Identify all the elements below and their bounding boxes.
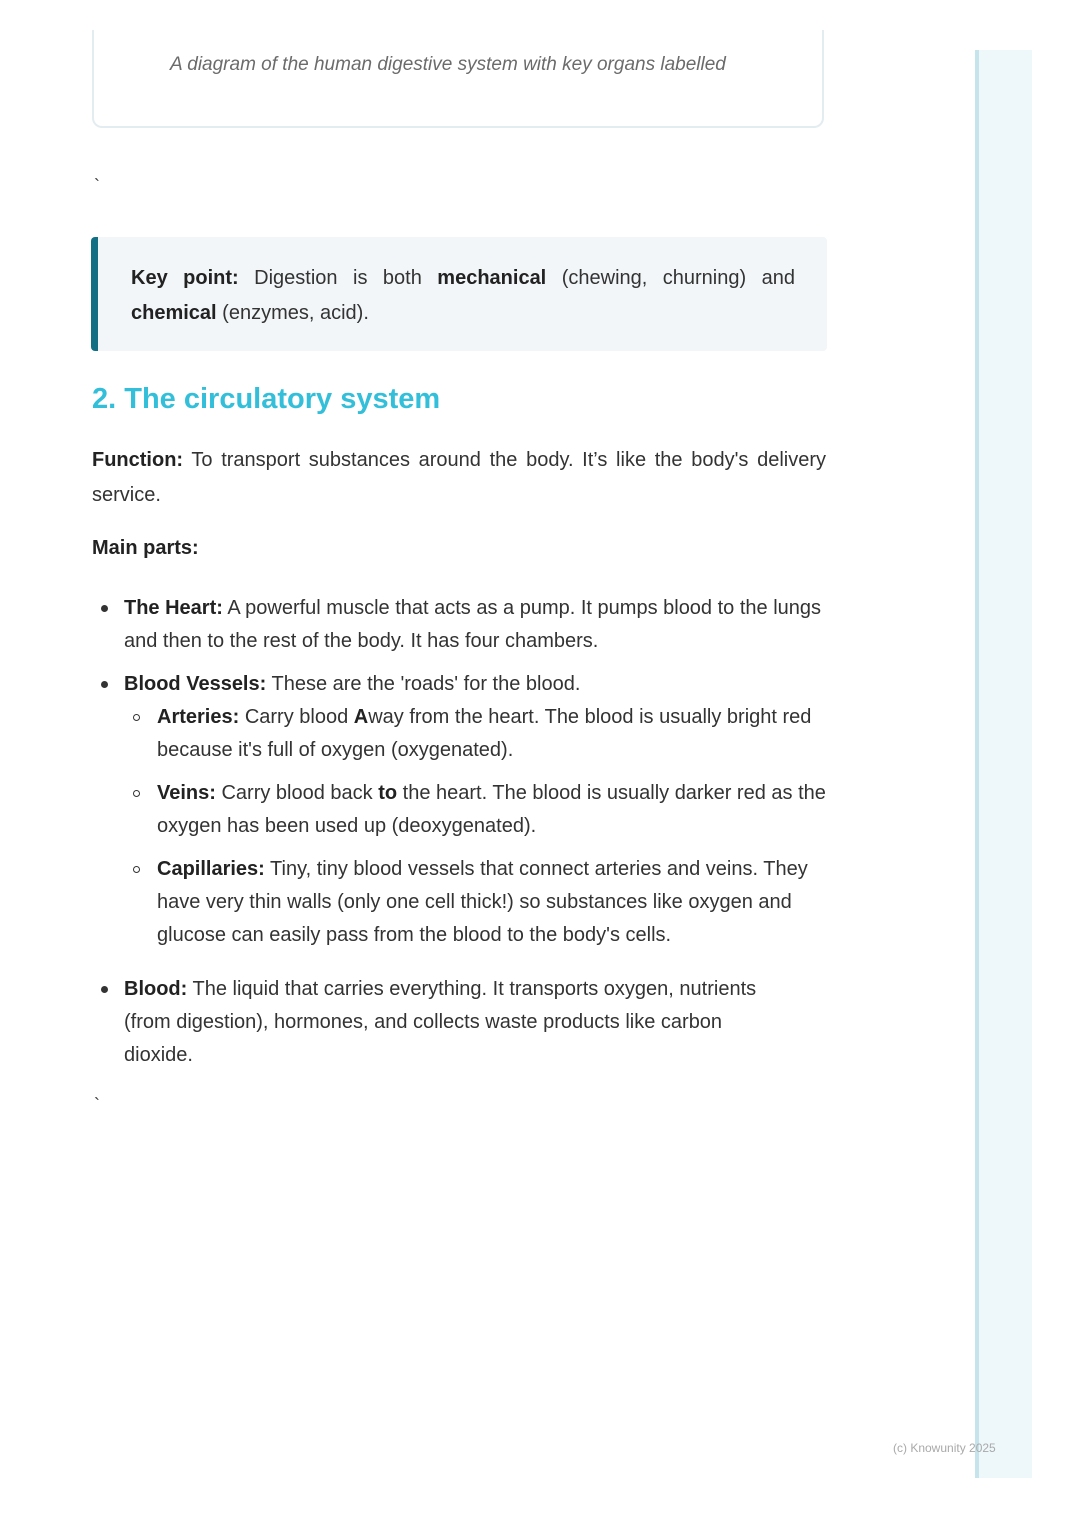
blood-text: The liquid that carries everything. It transports oxygen, nutrients (from digestion), hormones, and collects waste products like carbon dioxide. <box>124 978 757 1066</box>
veins-text-2: the heart. The blood is usually darker red as the oxygen has been used up (deoxygenated). <box>157 782 826 837</box>
bullet-dot-icon <box>101 681 108 688</box>
vessels-label: Blood Vessels: <box>124 673 267 695</box>
key-point-mechanical: mechanical <box>437 267 547 289</box>
key-point-text-1: Digestion is both <box>238 267 438 289</box>
section-title: 2. The circulatory system <box>92 383 441 415</box>
heart-label: The Heart: <box>124 597 223 619</box>
list-item-blood <box>124 973 796 1072</box>
figure-caption: A diagram of the human digestive system with key organs labelled <box>170 54 726 75</box>
blood-label: Blood: <box>124 978 188 1000</box>
list-item-heart <box>124 592 824 658</box>
stray-backtick-top: ` <box>94 176 100 196</box>
side-panel-decoration <box>975 50 1032 1478</box>
bullet-circle-icon <box>133 866 140 873</box>
capillaries-text: Tiny, tiny blood vessels that connect arteries and veins. They have very thin walls (only one cell thick!) so substances like oxygen and glucose can easily pass from the blood to the body's cells. <box>157 858 808 946</box>
bullet-dot-icon <box>101 605 108 612</box>
key-point-text-2: (chewing, churning) and <box>546 267 795 289</box>
key-point-chemical: chemical <box>131 302 217 324</box>
veins-label: Veins: <box>157 782 216 804</box>
key-point-label: Key point: <box>131 267 239 289</box>
arteries-away-letter: A <box>353 706 369 728</box>
list-item-arteries <box>157 701 827 767</box>
stray-backtick-bottom: ` <box>94 1095 100 1115</box>
copyright-footer: (c) Knowunity 2025 <box>893 1441 996 1455</box>
heart-text: A powerful muscle that acts as a pump. It pumps blood to the lungs and then to the rest of the body. It has four chambers. <box>124 597 822 652</box>
key-point-callout <box>91 237 827 351</box>
capillaries-label: Capillaries: <box>157 858 265 880</box>
key-point-text <box>131 261 795 331</box>
figure-caption-card <box>92 30 824 128</box>
list-item-veins <box>157 777 827 843</box>
vessels-text: These are the 'roads' for the blood. <box>266 673 581 695</box>
bullet-circle-icon <box>133 790 140 797</box>
function-label: Function: <box>92 449 184 471</box>
main-parts-heading: Main parts: <box>92 537 199 559</box>
arteries-label: Arteries: <box>157 706 240 728</box>
arteries-text-1: Carry blood <box>239 706 354 728</box>
veins-to-word: to <box>378 782 398 804</box>
key-point-text-3: (enzymes, acid). <box>216 302 369 324</box>
arteries-text-2: way from the heart. The blood is usually bright red because it's full of oxygen (oxygenated). <box>157 706 812 761</box>
list-item-capillaries <box>157 853 817 952</box>
function-text: To transport substances around the body. It’s like the body's delivery service. <box>92 449 826 506</box>
list-item-blood-vessels <box>124 668 824 701</box>
veins-text-1: Carry blood back <box>215 782 379 804</box>
bullet-circle-icon <box>133 714 140 721</box>
function-paragraph <box>92 443 826 513</box>
bullet-dot-icon <box>101 986 108 993</box>
